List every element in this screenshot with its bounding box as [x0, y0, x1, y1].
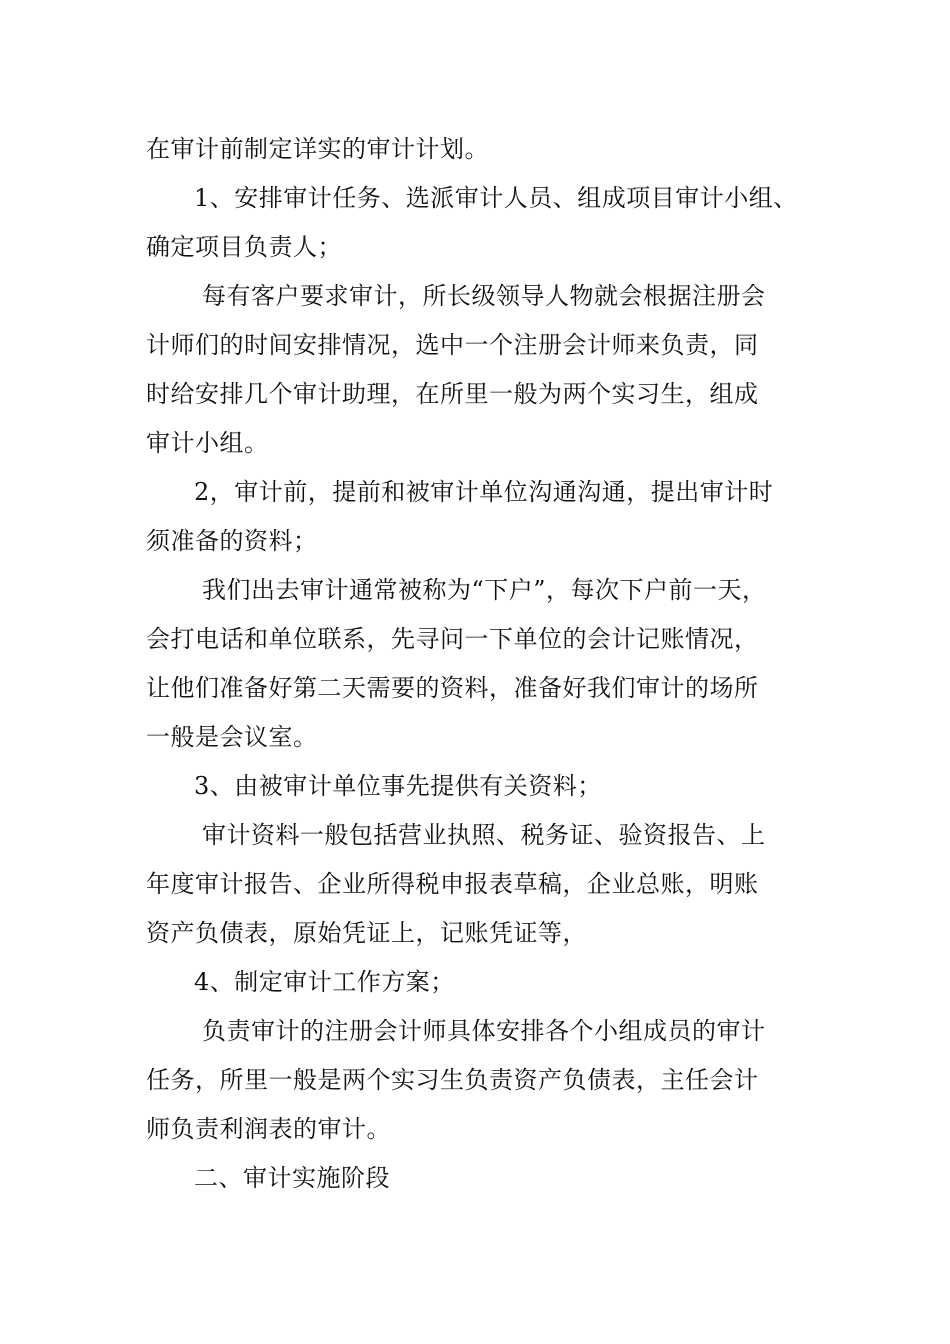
numbered-item-1: 1、安排审计任务、选派审计人员、组成项目审计小组、	[194, 184, 798, 212]
text-line: 让他们准备好第二天需要的资料，准备好我们审计的场所	[146, 674, 759, 702]
paragraph-line: 负责审计的注册会计师具体安排各个小组成员的审计	[202, 1017, 766, 1045]
text-line: 确定项目负责人；	[146, 233, 342, 261]
text-line: 一般是会议室。	[146, 723, 318, 751]
text-line: 时给安排几个审计助理，在所里一般为两个实习生，组成	[146, 380, 759, 408]
paragraph-line: 每有客户要求审计，所长级领导人物就会根据注册会	[202, 282, 766, 310]
text-line: 师负责利润表的审计。	[146, 1115, 391, 1143]
section-heading: 二、审计实施阶段	[194, 1164, 390, 1192]
text-line: 须准备的资料；	[146, 527, 318, 555]
text-line: 计师们的时间安排情况，选中一个注册会计师来负责，同	[146, 331, 759, 359]
body-text	[146, 125, 836, 1203]
numbered-item-2: 2，审计前，提前和被审计单位沟通沟通，提出审计时	[194, 478, 774, 506]
text-line: 审计小组。	[146, 429, 269, 457]
text-line: 会打电话和单位联系，先寻问一下单位的会计记账情况，	[146, 625, 759, 653]
text-line: 年度审计报告、企业所得税申报表草稿，企业总账，明账	[146, 870, 759, 898]
text-line: 在审计前制定详实的审计计划。	[146, 135, 489, 163]
text-line: 任务，所里一般是两个实习生负责资产负债表，主任会计	[146, 1066, 759, 1094]
paragraph-line: 审计资料一般包括营业执照、税务证、验资报告、上	[202, 821, 766, 849]
paragraph-line: 我们出去审计通常被称为“下户”，每次下户前一天，	[202, 576, 767, 604]
text-line: 资产负债表，原始凭证上，记账凭证等，	[146, 919, 587, 947]
numbered-item-3: 3、由被审计单位事先提供有关资料；	[194, 772, 602, 800]
numbered-item-4: 4、制定审计工作方案；	[194, 968, 455, 996]
